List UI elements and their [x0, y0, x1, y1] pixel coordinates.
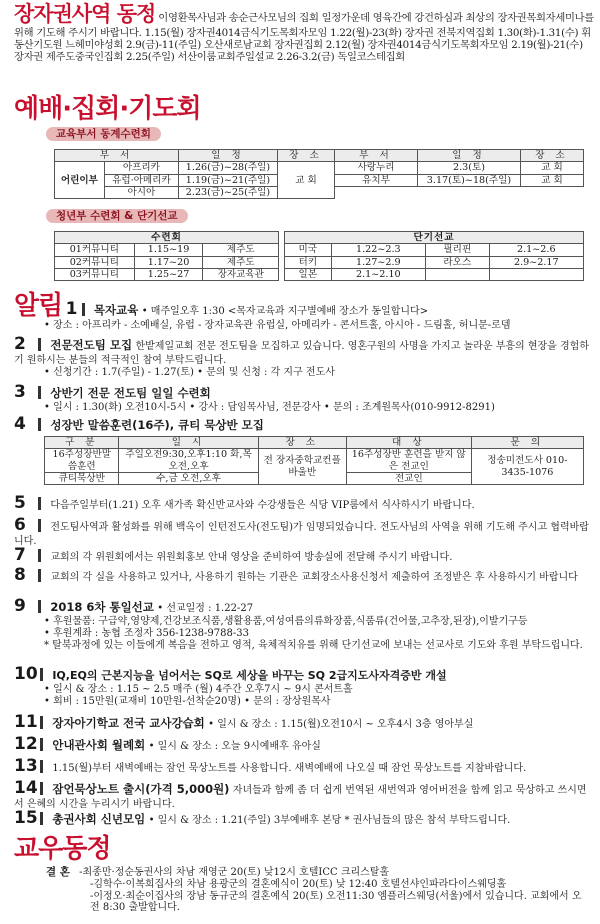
notice-13: 13 1.15(월)부터 새벽예배는 잠언 묵상노트를 사용합니다. 새벽예배에 나오실 때 잠언 묵상노트를 지참바랍니다.: [14, 756, 527, 776]
edu-table: 부 서 일 정 장 소 부 서 일 정 장 소 어린이부 아프리카 1.26(금)~28(주일) 교 회 사랑누리 2.3(토) 교 회 유럽·아메리카 1.19(금)~21(주일) 유치부 3.17(토)~18(주일) 교 회 아시아 2.23(금)~25(주일): [54, 149, 584, 199]
ministry-news-body: 이영환목사님과 송순근사모님의 집회 일정가운데 영육간에 강건하심과 최상의 장자권목회자세미나를 위해 기도해 주시기 바랍니다. 1.15(월) 장자권4014금식기도목회자모임 1.22(월)-23(화) 장자권 전북지역집회 1.30(화)-1.31(수) 휘동산기도원 느헤미야성회 2.9(금)-11(주일) 오산새로남교회 장자권집회 2.12(월) 장자권4014금식기도목회자모임 2.19(월)-21(수) 장자권 제주도중국인집회 2.25(주일) 서산이룸교회주일설교 2.26-3.2(금) 독일코스테집회: [14, 12, 594, 64]
training-table: 구 분 일 시 장 소 대 상 문 의 16주성장반말씀훈련 주일오전9:30,오후1:10 화,목 오전,오후 전 장자중학교컨플바울반 16주성장반 훈련을 받지 않은 전교인 정송미전도사 010-3435-1076 큐티묵상반 수,금 오전,오후 전교인: [44, 436, 584, 485]
notice-10: 10 IQ,EQ의 근본지능을 넘어서는 SQ로 세상을 바꾸는 SQ 2급지도사자격증반 개설 • 일시 & 장소 : 1.15 ~ 2.5 매주 (월) 4주간 오후7시 ~ 9시 콘서트홀 • 회비 : 15만원(교재비 10만원-선착순20명) • 문의 : 장상원목사: [14, 664, 447, 707]
notice-15: 15 총권사회 신년모임 • 일시 & 장소 : 1.21(주일) 3부예배후 본당 * 권사님들의 많은 참석 부탁드립니다.: [14, 808, 511, 828]
members-section: [14, 834, 110, 865]
retreat-table: 수련회 01커뮤니티 1.15~19 제주도 02커뮤니티 1.17~20 제주도 03커뮤니티 1.25~27 장자교육관: [54, 231, 279, 281]
notice-6: 6 전도팀사역과 활성화를 위해 백옥이 인턴전도사(전도팀)가 임명되었습니다. 전도사님의 사역을 위해 기도해 주시고 협력바랍니다.: [14, 515, 589, 548]
youth-label: 청년부 수련회 & 단기선교: [46, 209, 188, 223]
notices-title: 알림: [14, 291, 63, 321]
notice-8: 8 교회의 각 실을 사용하고 있거나, 사용하기 원하는 기관은 교회장소사용신청서 제출하여 조정받은 후 사용하시기 바랍니다: [14, 565, 578, 585]
wedding-label: 결 혼: [46, 866, 70, 878]
edu-label: 교육부서 동계수련회: [46, 127, 161, 141]
notice-12: 12 안내관사회 월례회 • 일시 & 장소 : 오늘 9시예배후 유아실: [14, 734, 321, 754]
wedding-list: 결 혼 -최종만·정순동권사의 차남 재영군 20(토) 낮12시 호텔ICC 크리스탈홀 -김학수·이복희집사의 차남 용광군의 결혼예식이 20(토) 낮 12:40 호텔선샤인파라다이스웨딩홀 -이정오·최순이집사의 장남 동규군의 결혼예식 20(토) 오전11:30 엠플러스웨딩(서울)에서 있습니다. 교회에서 오전 8:30 출발합니다.: [46, 866, 582, 914]
notice-7: 7 교회의 각 위원회에서는 위원회홍보 안내 영상을 준비하여 방송실에 전달해 주시기 바랍니다.: [14, 545, 453, 565]
edu-group: 어린이부: [55, 162, 105, 199]
notice-1: 알림 1 목자교육 • 매주일오후 1:30 <목자교육과 지구별예배 장소가 동일합니다> • 장소 : 아프리카 - 소예배실, 유럽 - 장자교육관 유럽실, 아메리카 - 콘서트홀, 아시아 - 드림홀, 허니문-로뎀: [14, 291, 511, 331]
worship-section: [14, 94, 201, 125]
notice-2: 2 전문전도팀 모집 한밭제일교회 전문 전도팀을 모집하고 있습니다. 영혼구원의 사명을 가지고 놀라운 부흥의 현장을 경험하기 원하시는 분들의 적극적인 참여 부탁드립니다. • 신청기간 : 1.7(주일) - 1.27(토) • 문의 및 신청 : 각 지구 전도사: [14, 334, 589, 378]
notice-4: 4 성장반 말씀훈련(16주), 큐티 묵상반 모집: [14, 414, 264, 434]
notice-11: 11 장자아기학교 전국 교사강습회 • 일시 & 장소 : 1.15(월)오전10시 ~ 오후4시 3층 영아부실: [14, 712, 474, 732]
notice-5: 5 다음주일부터(1.21) 오후 새가족 확신반교사와 수강생들은 식당 VIP룸에서 식사하시기 바랍니다.: [14, 493, 475, 513]
notice-14: 14 잠언묵상노트 출시(가격 5,000원) 자녀들과 함께 좀 더 쉽게 번역된 새번역과 영어버전을 함께 읽고 묵상하고 쓰시면서 은혜의 시간을 누리시기 바랍니다.: [14, 778, 587, 811]
ministry-news: [14, 2, 594, 63]
notice-3: 3 상반기 전문 전도팀 일일 수련회 • 일시 : 1.30(화) 오전10시-5시 • 강사 : 담임목사님, 전문강사 • 문의 : 조계원목사(010-9912-8291): [14, 382, 495, 414]
ministry-news-title: 장자권사역 동정: [14, 2, 156, 26]
mission-table: 단기선교 미국 1.22~2.3 필리핀 2.1~2.6 터키 1.27~2.9 라오스 2.9~2.17 일본 2.1~2.10: [284, 231, 584, 281]
notice-9: 9 2018 6차 통일선교 • 선교일정 : 1.22-27 • 후원물품: 구급약,영양제,건강보조식품,생활용품,여성여름의류화장품,식품류(건어물,고추장,된장),이발기구등 • 후원계좌 : 농협 조정자 356-1238-9788-33 * 탈북과정에 있는 이들에게 복음을 전하고 영적, 육체적치유를 위해 단기선교에 보내는 선교사로 기도와 후원 부탁드립니다.: [14, 596, 583, 651]
worship-title: 예배·집회·기도회: [14, 94, 201, 124]
members-title: 교우동정: [14, 834, 111, 864]
